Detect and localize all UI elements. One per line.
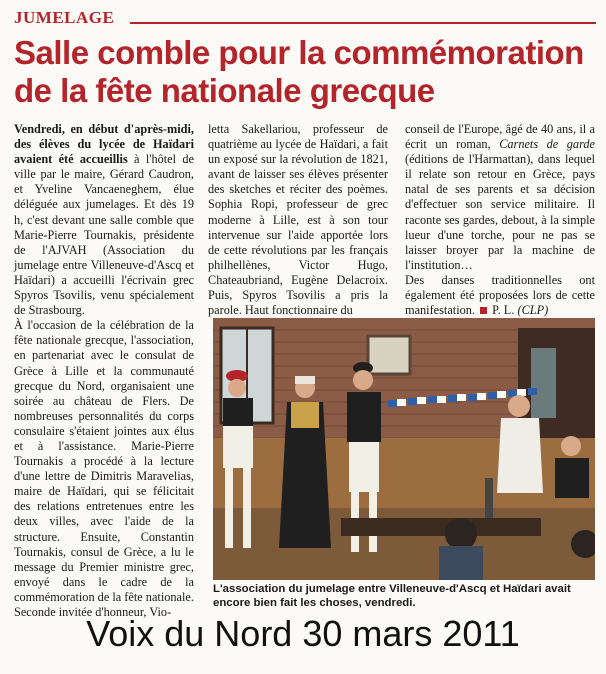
lead-text: Vendredi, en début d'après-midi, des élèves du lycée de Haïdari avaient été accueillis — [14, 122, 194, 167]
paragraph-text: Des danses traditionnelles ont également été proposées lors de cette manifestation. — [405, 272, 595, 318]
article-column-2 — [208, 122, 388, 318]
article-headline: Salle comble pour la commémoration de la fête nationale grecque — [14, 34, 584, 109]
paragraph: À l'occasion de la célébration de la fête nationale grecque, l'association, en partenariat avec le consulat de Grèce à Lille et la communauté grecque du Nord, organisaient une soirée au château de Flers. De nombreuses personnalités du corps consulaire s'étaient jointes aux élus et à l'assistance. Marie-Pierre Tournakis a procédé à la lecture d'une lettre de Dimitris Maravelias, maire de Haïdari, qui se félicitait des relations entretenues entre les deux villes, avec l'aide de la structure. Ensuite, Constantin Tournakis, consul de Grèce, a lu le message du Premier ministre grec, envoyé dans le cadre de la commémoration de la fête nationale. — [14, 318, 194, 604]
photo-caption: L'association du jumelage entre Villeneuve-d'Ascq et Haïdari avait encore bien fait les choses, vendredi. — [213, 583, 571, 609]
section-rubric: JUMELAGE — [14, 8, 115, 27]
paragraph-text: conseil de l'Europe, âgé de 40 ans, il a écrit un roman, — [405, 122, 595, 152]
paragraph — [405, 273, 595, 318]
end-mark-icon — [480, 307, 487, 314]
article-column-1 — [14, 122, 194, 620]
paragraph: letta Sakellariou, professeur de quatrième au lycée de Haïdari, a fait un exposé sur la révolution de 1821, avant de laisser ses élèves présenter des sketches et réciter des poèmes. Sophia Ropi, professeur de grec moderne à Lille, est à son tour intervenue sur l'aide apportée lors de cette révolutions par les français philhellènes, Victor Hugo, Chateaubriand, Eugène Delacroix. Puis, Spyros Tsovilis a pris la parole. Haut fonctionnaire du — [208, 122, 388, 318]
paragraph — [405, 122, 595, 273]
signature-source: (CLP) — [517, 303, 549, 318]
rubric-rule — [130, 22, 596, 24]
paragraph — [14, 122, 194, 318]
paragraph-text: (éditions de l'Harmattan), dans lequel il relate son retour en Grèce, pays natal de ses parents et sa décision d'effectuer son service militaire. Il raconte ses gardes, debout, à la simple lueur d'une torche, pour ne pas se laisser broyer par la machine de l'institution… — [405, 152, 595, 272]
paragraph: Seconde invitée d'honneur, Vio- — [14, 605, 172, 619]
author-signature: P. L. — [492, 303, 515, 318]
book-title: Carnets de garde — [499, 137, 596, 152]
source-footer: Voix du Nord 30 mars 2011 — [86, 613, 520, 654]
paragraph-text: à l'hôtel de ville par le maire, Gérard Caudron, et Yveline Vancaeneghem, élue déléguée aux jumelages. Et dès 19 h, c'est devant une salle comble que Marie-Pierre Tournakis, présidente de l'AJVAH (Association du jumelage entre Villeneuve-d'Ascq et Haïdari) a accueilli l'écrivain grec Spyros Tsovilis, venu spécialement de Strasbourg. — [14, 152, 194, 318]
article-column-3 — [405, 122, 595, 318]
article-photo — [213, 318, 595, 580]
photo-illustration — [213, 318, 595, 580]
